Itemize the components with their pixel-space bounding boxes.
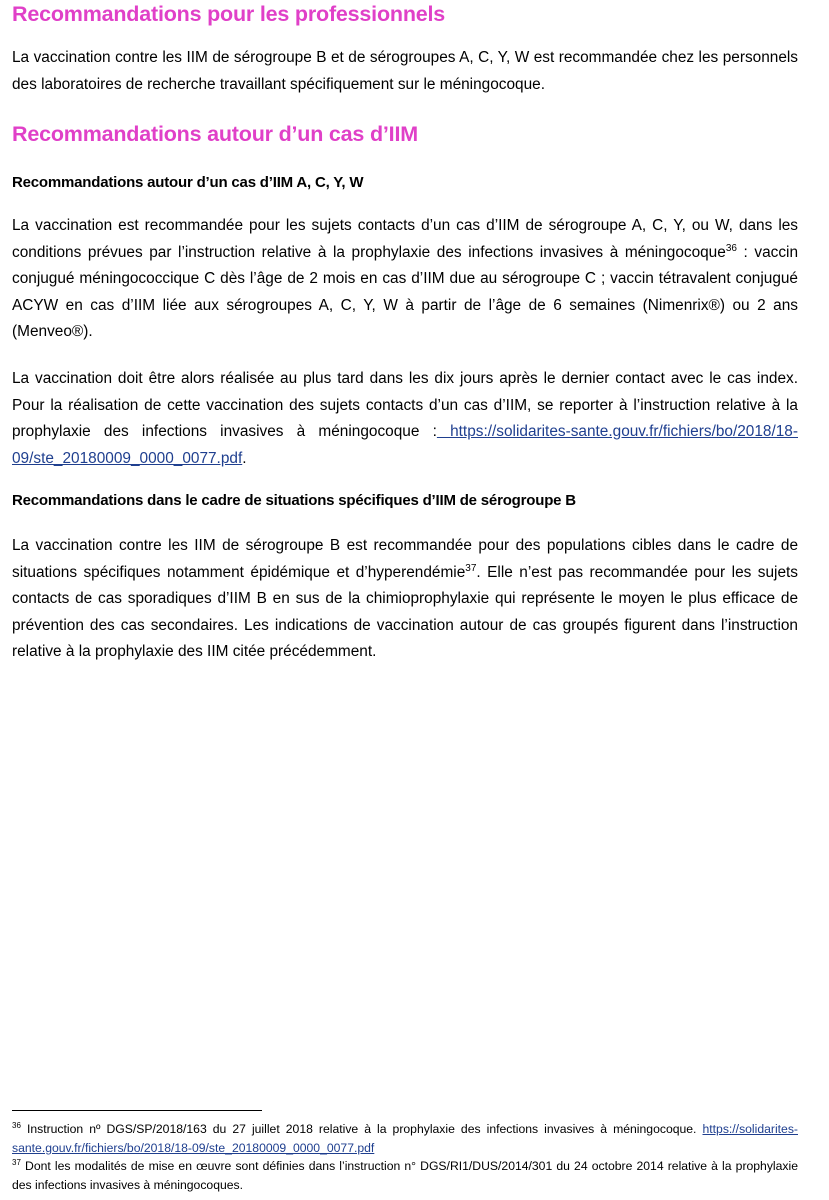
footnote-link[interactable]: https://solidarites-sante.gouv.fr/fichiers/bo/2018/18-09/ste_20180009_0000_0077.pdf — [12, 1122, 798, 1155]
section-heading-cas-iim: Recommandations autour d’un cas d’IIM — [12, 122, 418, 146]
footnote-text: Instruction nº DGS/SP/2018/163 du 27 juillet 2018 relative à la prophylaxie des infections invasives à méningocoque. — [20, 1122, 703, 1136]
footnote-ref-36[interactable]: 36 — [725, 242, 737, 254]
subheading-acyw: Recommandations autour d’un cas d’IIM A, C, Y, W — [12, 174, 364, 191]
paragraph-acyw-text-cont: : vaccin conjugué méningococcique C dès l’âge de 2 mois en cas d’IIM due au sérogroupe C ; vaccin tétravalent conjugué ACYW en cas d’IIM liée aux sérogroupes A, C, Y, W à partir de l’âge de 6 semaines (Nimenrix®) ou 2 ans (Menveo®). — [12, 243, 799, 341]
paragraph-professionnels: La vaccination contre les IIM de sérogroupe B et de sérogroupes A, C, Y, W est recommandée chez les personnels des laboratoires de recherche travaillant spécifiquement sur le méningocoque. — [12, 49, 798, 93]
paragraph-serogroupe-b — [12, 533, 798, 666]
footnote-text: Dont les modalités de mise en œuvre sont définies dans l’instruction n° DGS/RI1/DUS/2014/301 du 24 octobre 2014 relative à la prophylaxie des infections invasives à méningocoques. — [12, 1159, 798, 1192]
paragraph-b-text-cont: . Elle n’est pas recommandée pour les sujets contacts de cas sporadiques d’IIM B en sus de la chimioprophylaxie qui représente le moyen le plus efficace de prévention des cas secondaires. Les indications de vaccination autour de cas groupés figurent dans l’instruction relative à la prophylaxie des IIM citée précédemment. — [12, 563, 798, 661]
subheading-serogroupe-b: Recommandations dans le cadre de situations spécifiques d’IIM de sérogroupe B — [12, 492, 576, 509]
footnote-number: 36 — [12, 1121, 21, 1130]
footnote-37 — [12, 1157, 798, 1194]
instruction-link[interactable]: https://solidarites-sante.gouv.fr/fichiers/bo/2018/18-09/ste_20180009_0000_0077.pdf — [12, 423, 798, 467]
paragraph-acyw-text: La vaccination est recommandée pour les sujets contacts d’un cas d’IIM de sérogroupe A, C, Y, ou W, dans les conditions prévues par l’instruction relative à la prophylaxie des infections invasives à méningocoque — [12, 217, 798, 261]
footnote-number: 37 — [12, 1158, 21, 1168]
paragraph-b-text: La vaccination contre les IIM de sérogroupe B est recommandée pour des populations cibles dans le cadre de situations spécifiques notamment épidémique et d’hyperendémie — [12, 537, 798, 581]
paragraph-delai-end: . — [242, 449, 247, 467]
paragraph-acyw — [12, 213, 798, 346]
paragraph-delai-text: La vaccination doit être alors réalisée au plus tard dans les dix jours après le dernier contact avec le cas index. Pour la réalisation de cette vaccination des sujets contacts d’un cas d’IIM, se reporter à l’instruction relative à la prophylaxie des infections invasives à méningocoque : — [12, 370, 798, 441]
paragraph-delai — [12, 366, 798, 472]
footnote-ref-37[interactable]: 37 — [465, 562, 477, 574]
footnote-separator — [12, 1110, 262, 1111]
section-heading-professionnels: Recommandations pour les professionnels — [12, 2, 446, 26]
footnote-36 — [12, 1120, 798, 1157]
footnotes — [12, 1120, 798, 1194]
